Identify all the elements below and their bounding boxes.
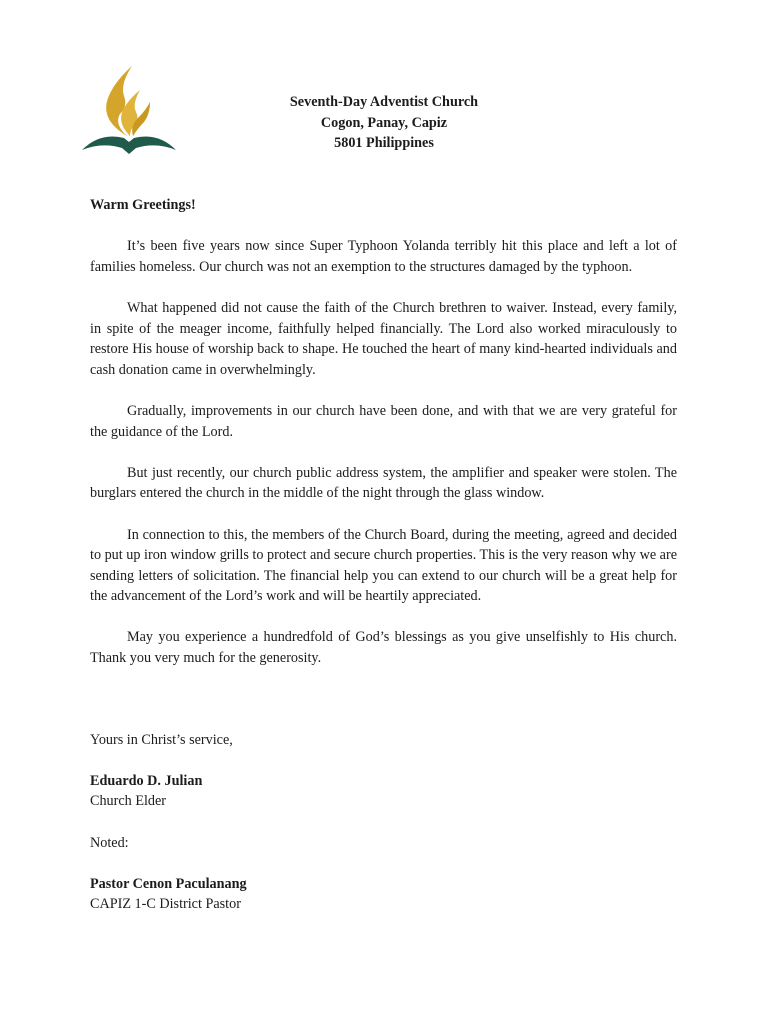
noted-by-title: CAPIZ 1-C District Pastor — [90, 896, 241, 913]
paragraph-1: It’s been five years now since Super Typhoon Yolanda terribly hit this place and left a lot of families homeless. Our church was not an exemption to the structures damaged by the typhoon. — [90, 238, 677, 275]
paragraph-5: In connection to this, the members of the Church Board, during the meeting, agreed and decided to put up iron window grills to protect and secure church properties. This is the very reason why we are sending letters of solicitation. The financial help you can extend to our church will be a great help for the advancement of the Lord’s work and will be heartily appreciated. — [90, 526, 677, 605]
book-shape — [82, 137, 176, 155]
paragraph-3: Gradually, improvements in our church have been done, and with that we are very grateful for the guidance of the Lord. — [90, 402, 677, 440]
adventist-logo-icon — [80, 62, 178, 156]
paragraph-2: What happened did not cause the faith of the Church brethren to waiver. Instead, every family, in spite of the meager income, faithfully helped financially. The Lord also worked miraculously to restore His house of worship back to shape. He touched the heart of many kind-hearted individuals and cash donation came in overwhelmingly. — [90, 299, 677, 378]
postal-line: 5801 Philippines — [334, 135, 434, 151]
signatory-name: Eduardo D. Julian — [90, 772, 203, 789]
address-line: Cogon, Panay, Capiz — [320, 114, 448, 131]
paragraph-4: But just recently, our church public address system, the amplifier and speaker were stolen. The burglars entered the church in the middle of the night through the glass window. — [90, 464, 677, 502]
noted-by-name: Pastor Cenon Paculanang — [90, 875, 247, 892]
paragraph-6: May you experience a hundredfold of God’s blessings as you give unselfishly to His church. Thank you very much for the generosity. — [90, 629, 677, 667]
letterhead — [200, 92, 568, 154]
organization-name: Seventh-Day Adventist Church — [289, 94, 479, 110]
closing-block — [90, 730, 677, 915]
greeting: Warm Greetings! — [90, 197, 196, 213]
noted-label: Noted: — [90, 834, 129, 851]
signatory-title: Church Elder — [90, 793, 167, 810]
letter-body — [90, 195, 677, 915]
closing-salutation: Yours in Christ’s service, — [90, 731, 233, 748]
